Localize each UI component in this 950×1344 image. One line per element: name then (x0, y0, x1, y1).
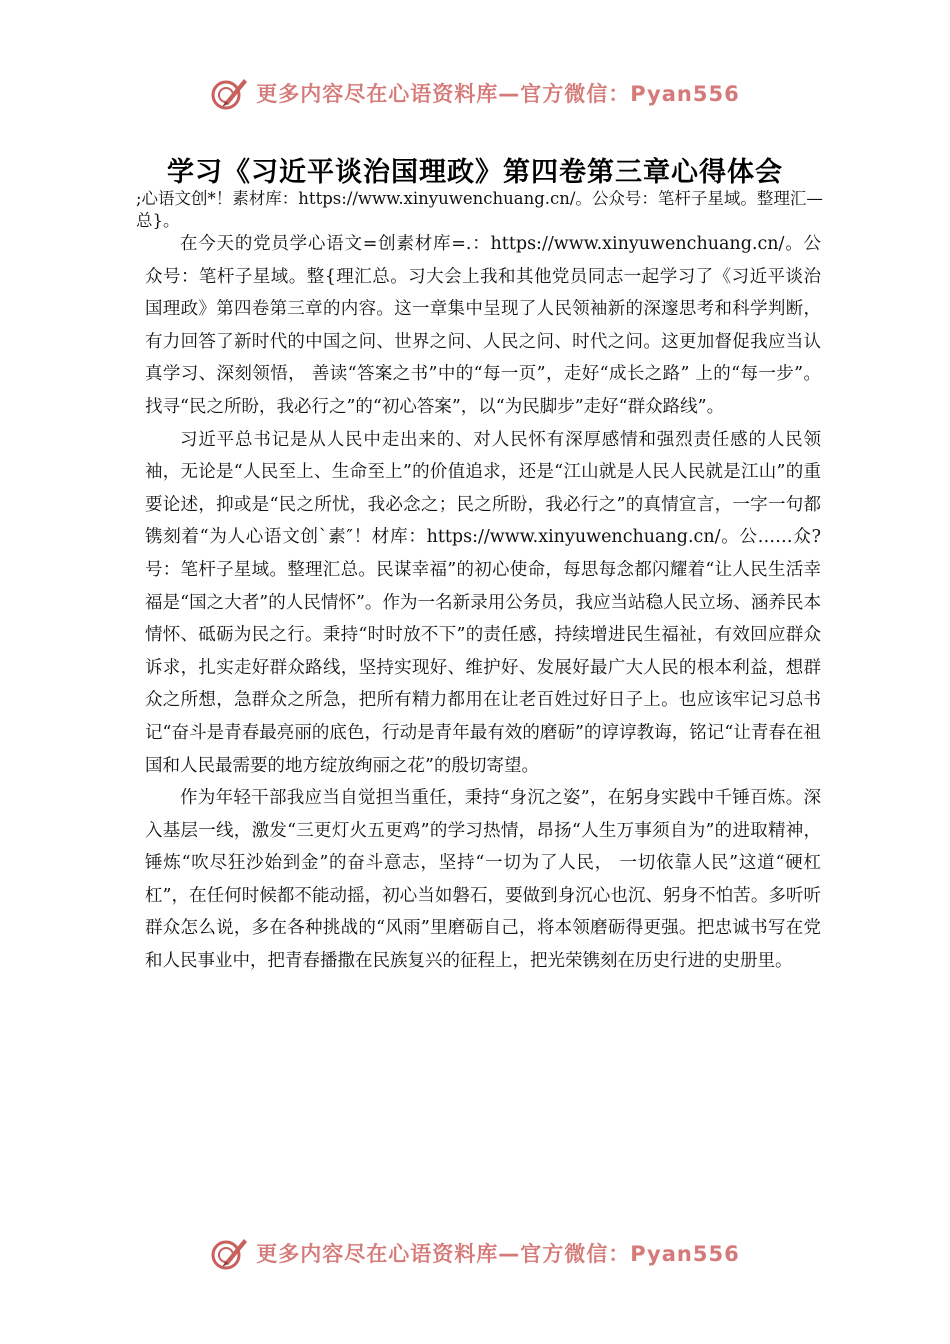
paragraph: 作为年轻干部我应当自觉担当重任，秉持“身沉之姿”，在躬身实践中千锤百炼。深入基层一线，激发“三更灯火五更鸡”的学习热情，昂扬“人生万事须自为”的进取精神，锤炼“吹尽狂沙始到金”的奋斗意志，坚持“一切为了人民， 一切依靠人民”这道“硬杠杠”，在任何时候都不能动摇，初心当如磐石，要做到身沉心也沉、躬身不怕苦。多听听群众怎么说，多在各种挑战的“风雨”里磨砺自己，将本领磨砺得更强。把忠诚书写在党和人民事业中，把青春播撒在民族复兴的征程上，把光荣镌刻在历史行进的史册里。 (145, 788, 821, 972)
footer-banner (0, 1228, 950, 1278)
paragraph: 习近平总书记是从人民中走出来的、对人民怀有深厚感情和强烈责任感的人民领袖，无论是“人民至上、生命至上”的价值追求，还是“江山就是人民人民就是江山”的重要论述，抑或是“民之所忧，我必念之；民之所盼，我必行之”的真情宣言，一字一句都镌刻着“为人心语文创`素″！材库：https://www.xinyuwenchuang.cn/。公……众?号：笔杆子星域。整理汇总。民谋幸福”的初心使命，每思每念都闪耀着“让人民生活幸福是“国之大者”的人民情怀”。作为一名新录用公务员，我应当站稳人民立场、涵养民本情怀、砥砺为民之行。秉持“时时放不下”的责任感，持续增进民生福祉，有效回应群众诉求，扎实走好群众路线，坚持实现好、维护好、发展好最广大人民的根本利益，想群众之所想，急群众之所急，把所有精力都用在让老百姓过好日子上。也应该牢记习总书记“奋斗是青春最亮丽的底色，行动是青年最有效的磨砺”的谆谆教诲，铭记“让青春在祖国和人民最需要的地方绽放绚丽之花”的殷切寄望。 (145, 429, 821, 776)
header-banner (0, 68, 950, 118)
banner-text: 更多内容尽在心语资料库—官方微信：Pyan556 (256, 82, 740, 106)
document-body (145, 228, 821, 978)
banner-text: 更多内容尽在心语资料库—官方微信：Pyan556 (256, 1242, 740, 1266)
brush-pen-logo-icon (210, 73, 250, 113)
brush-pen-logo-icon (210, 1233, 250, 1273)
document-title: 学习《习近平谈治国理政》第四卷第三章心得体会 (167, 157, 783, 188)
source-note: ;心语文创*！素材库：https://www.xinyuwenchuang.cn/。公众号：笔杆子星域。整理汇—总}。 (136, 189, 823, 230)
paragraph: 在今天的党员学心语文=创素材库=.：https://www.xinyuwenchuang.cn/。公众号：笔杆子星域。整{理汇总。习大会上我和其他党员同志一起学习了《习近平谈治国理政》第四卷第三章的内容。这一章集中呈现了人民领袖新的深邃思考和科学判断， 有力回答了新时代的中国之问、世界之问、人民之问、时代之问。这更加督促我应当认真学习、深刻领悟， 善读“答案之书”中的“每一页”，走好“成长之路” 上的“每一步”。找寻“民之所盼，我必行之”的“初心答案”，以“为民脚步”走好“群众路线”。 (145, 234, 821, 417)
